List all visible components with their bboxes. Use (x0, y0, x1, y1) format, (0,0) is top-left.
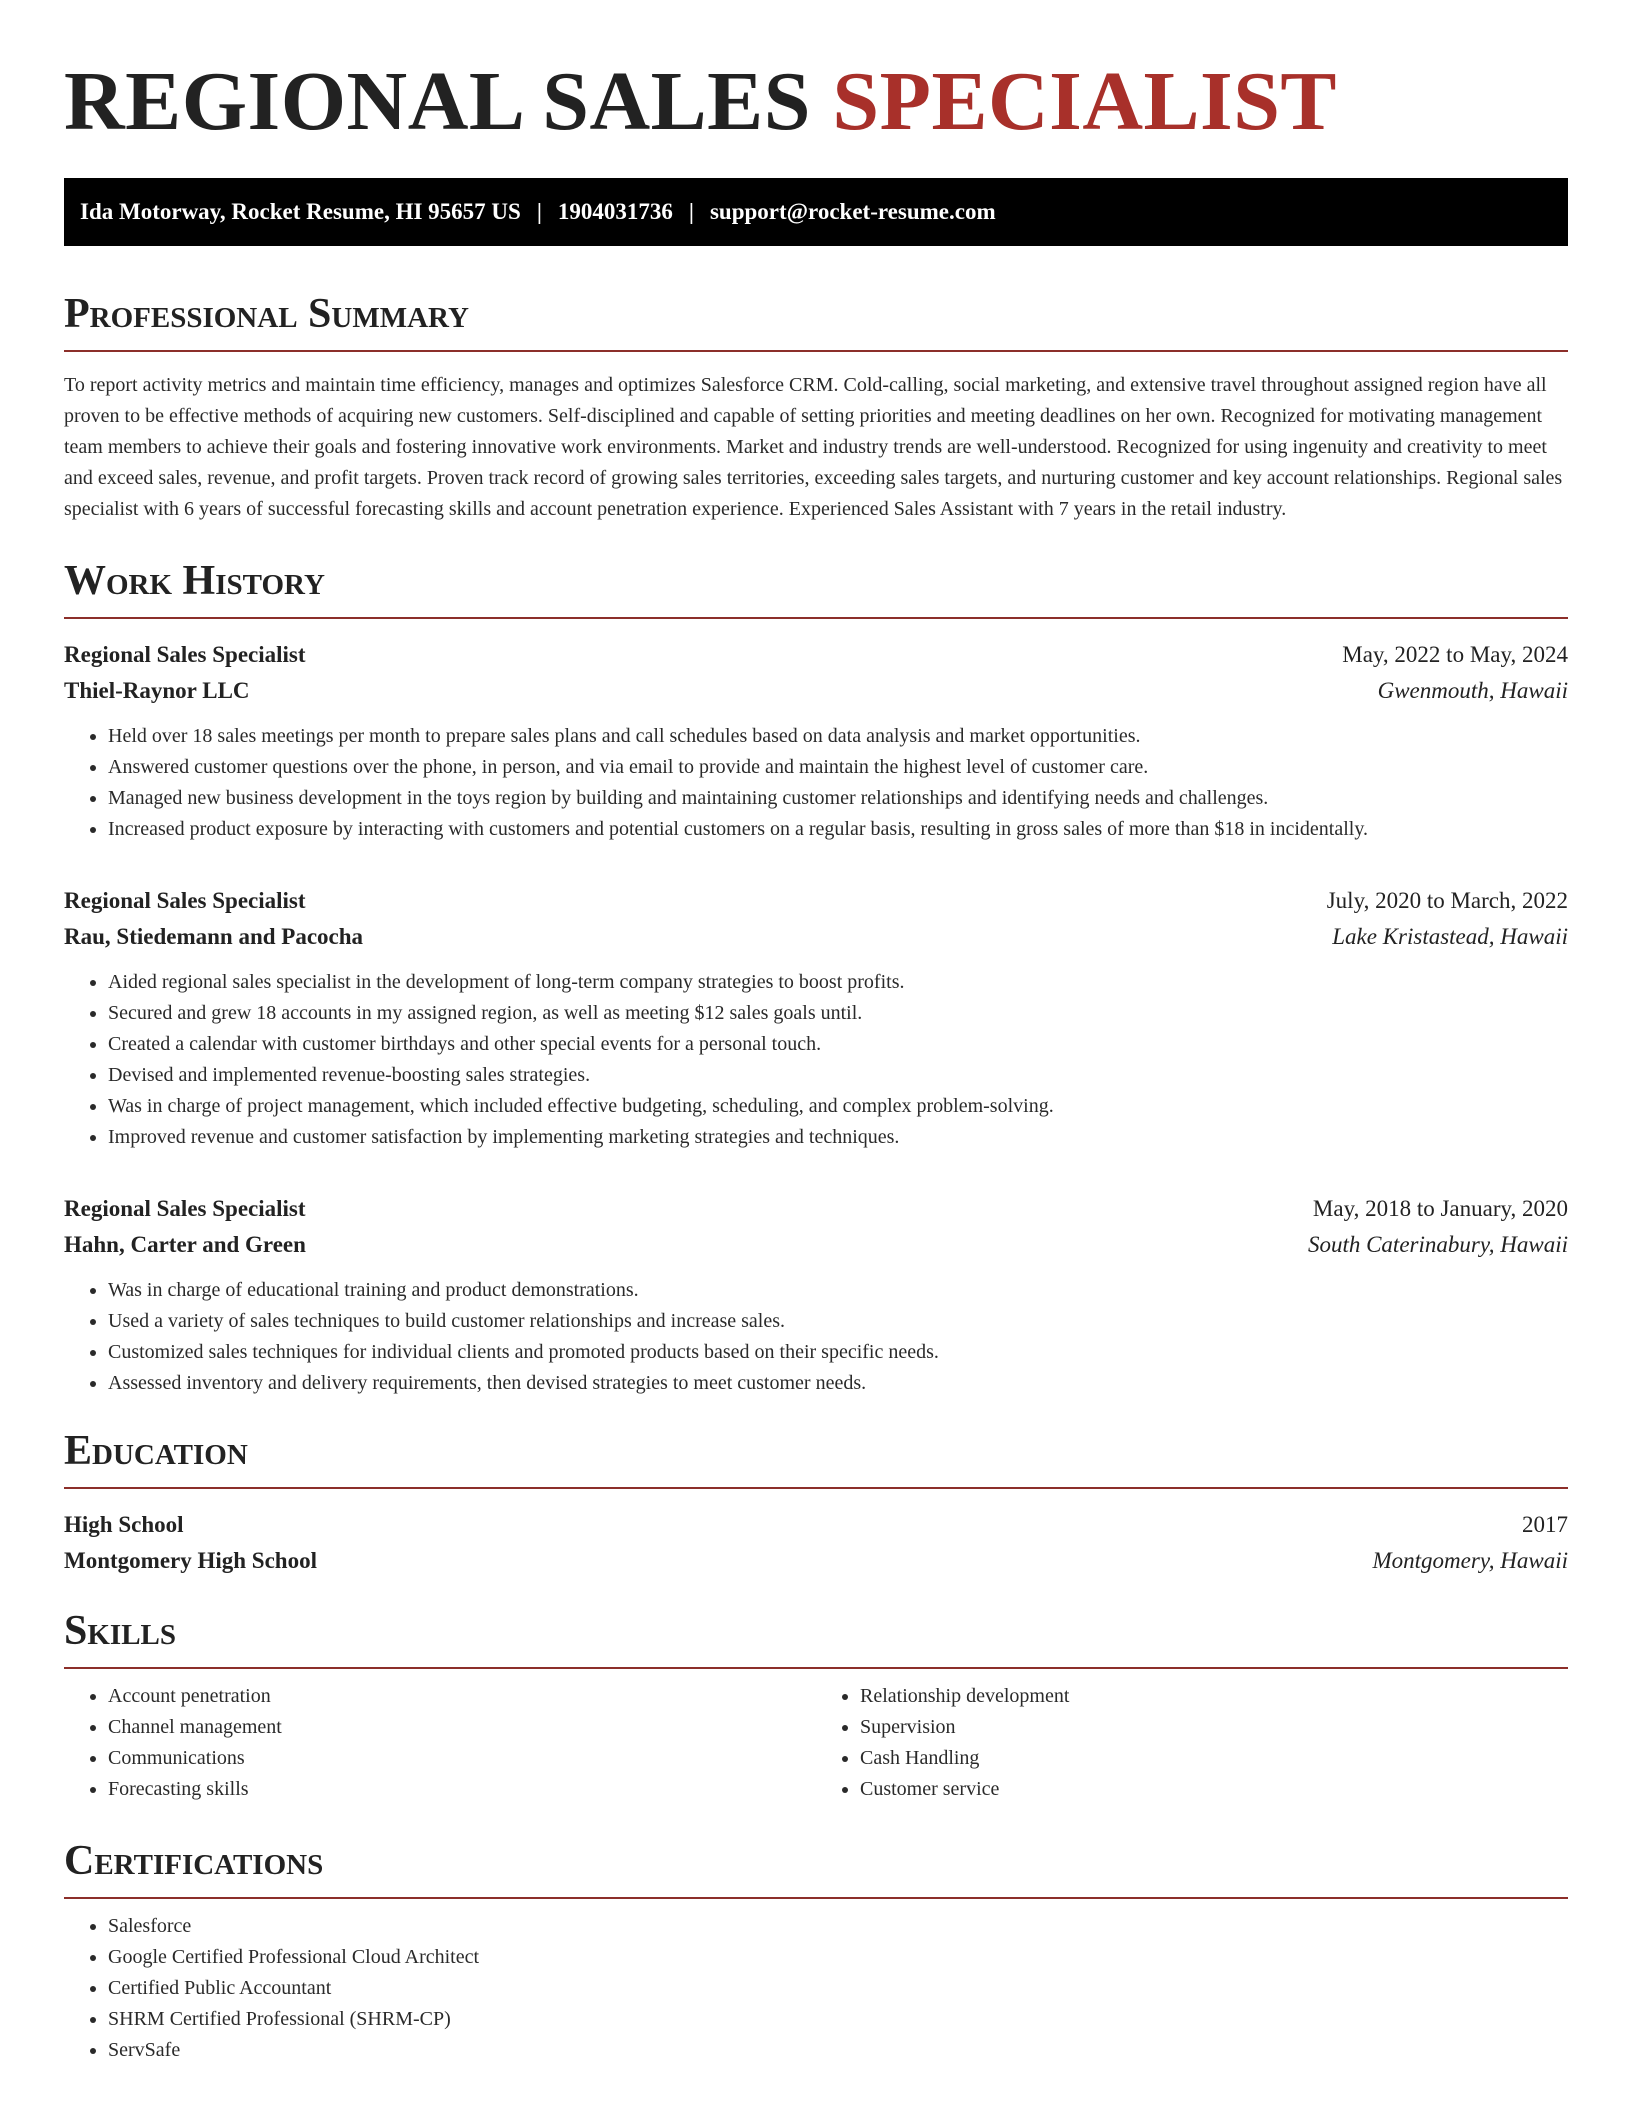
certifications-heading: Certifications (64, 1837, 1568, 1899)
list-item: • Customer service (860, 1774, 1568, 1805)
education-section (64, 1427, 1568, 1579)
work-history-section (64, 557, 1568, 1399)
list-item: • ServSafe (108, 2035, 1568, 2066)
job-title: Regional Sales Specialist (64, 642, 306, 667)
certifications-list (64, 1911, 1568, 2066)
list-item: • Channel management (108, 1712, 816, 1743)
list-item: • Google Certified Professional Cloud Architect (108, 1942, 1568, 1973)
job-entry (64, 1191, 1568, 1399)
list-item: • Account penetration (108, 1681, 816, 1712)
job-dates: May, 2022 to May, 2024 (1342, 642, 1568, 667)
list-item: • Forecasting skills (108, 1774, 816, 1805)
resume-title (64, 52, 1568, 152)
list-item: • Was in charge of project management, which included effective budgeting, scheduling, and complex problem-solving. (108, 1091, 1568, 1122)
job-company: Thiel-Raynor LLC (64, 678, 250, 703)
job-company: Hahn, Carter and Green (64, 1232, 306, 1257)
education-heading: Education (64, 1427, 1568, 1489)
list-item: • Customized sales techniques for individual clients and promoted products based on their specific needs. (108, 1337, 1568, 1368)
job-location: Lake Kristastead, Hawaii (1332, 924, 1568, 949)
list-item: • Aided regional sales specialist in the development of long-term company strategies to boost profits. (108, 967, 1568, 998)
education-degree: High School (64, 1512, 184, 1537)
job-company: Rau, Stiedemann and Pacocha (64, 924, 364, 949)
skills-section (64, 1607, 1568, 1805)
list-item: • Improved revenue and customer satisfaction by implementing marketing strategies and techniques. (108, 1122, 1568, 1153)
list-item: • Held over 18 sales meetings per month to prepare sales plans and call schedules based on data analysis and market opportunities. (108, 721, 1568, 752)
list-item: • Created a calendar with customer birthdays and other special events for a personal touch. (108, 1029, 1568, 1060)
education-location: Montgomery, Hawaii (1372, 1548, 1568, 1573)
job-title: Regional Sales Specialist (64, 888, 306, 913)
list-item: • Communications (108, 1743, 816, 1774)
list-item: • Was in charge of educational training and product demonstrations. (108, 1275, 1568, 1306)
skills-grid (64, 1681, 1568, 1805)
list-item: • Salesforce (108, 1911, 1568, 1942)
work-history-heading: Work History (64, 557, 1568, 619)
summary-section (64, 290, 1568, 525)
contact-phone: 1904031736 (557, 199, 673, 224)
list-item: • Certified Public Accountant (108, 1973, 1568, 2004)
list-item: • Answered customer questions over the phone, in person, and via email to provide and maintain the highest level of customer care. (108, 752, 1568, 783)
contact-bar (64, 178, 1568, 246)
skills-list-left (64, 1681, 816, 1805)
job-location: South Caterinabury, Hawaii (1307, 1232, 1568, 1257)
contact-separator: | (536, 199, 542, 224)
list-item: • Devised and implemented revenue-boosting sales strategies. (108, 1060, 1568, 1091)
job-bullets (64, 1275, 1568, 1399)
education-entry (64, 1507, 1568, 1579)
title-accent: SPECIALIST (832, 55, 1337, 148)
job-title: Regional Sales Specialist (64, 1196, 306, 1221)
education-year: 2017 (1522, 1512, 1568, 1537)
summary-text: To report activity metrics and maintain time efficiency, manages and optimizes Salesforce CRM. Cold-calling, social marketing, and extensive travel throughout assigned region have all proven to be effective methods of acquiring new customers. Self-disciplined and capable of setting priorities and meeting deadlines on her own. Recognized for motivating management team members to achieve their goals and fostering innovative work environments. Market and industry trends are well-understood. Recognized for using ingenuity and creativity to meet and exceed sales, revenue, and profit targets. Proven track record of growing sales territories, exceeding sales targets, and nurturing customer and key account relationships. Regional sales specialist with 6 years of successful forecasting skills and account penetration experience. Experienced Sales Assistant with 7 years in the retail industry. (64, 374, 1563, 520)
list-item: • Increased product exposure by interacting with customers and potential customers on a regular basis, resulting in gross sales of more than $18 in incidentally. (108, 814, 1568, 845)
certifications-section (64, 1837, 1568, 2066)
job-entry (64, 883, 1568, 1153)
education-school: Montgomery High School (64, 1548, 317, 1573)
job-dates: July, 2020 to March, 2022 (1326, 888, 1568, 913)
summary-heading: Professional Summary (64, 290, 1568, 352)
job-bullets (64, 721, 1568, 845)
job-dates: May, 2018 to January, 2020 (1312, 1196, 1568, 1221)
list-item: • Secured and grew 18 accounts in my assigned region, as well as meeting $12 sales goals until. (108, 998, 1568, 1029)
list-item: • Supervision (860, 1712, 1568, 1743)
skills-list-right (816, 1681, 1568, 1805)
job-bullets (64, 967, 1568, 1153)
list-item: • Cash Handling (860, 1743, 1568, 1774)
title-main: REGIONAL SALES (64, 55, 811, 148)
list-item: • Used a variety of sales techniques to build customer relationships and increase sales. (108, 1306, 1568, 1337)
list-item: • Assessed inventory and delivery requirements, then devised strategies to meet customer needs. (108, 1368, 1568, 1399)
contact-email: support@rocket-resume.com (709, 199, 996, 224)
list-item: • Relationship development (860, 1681, 1568, 1712)
list-item: • SHRM Certified Professional (SHRM-CP) (108, 2004, 1568, 2035)
contact-address: Ida Motorway, Rocket Resume, HI 95657 US (80, 199, 521, 224)
skills-heading: Skills (64, 1607, 1568, 1669)
job-location: Gwenmouth, Hawaii (1377, 678, 1568, 703)
job-entry (64, 637, 1568, 845)
contact-separator: | (688, 199, 694, 224)
list-item: • Managed new business development in the toys region by building and maintaining customer relationships and identifying needs and challenges. (108, 783, 1568, 814)
